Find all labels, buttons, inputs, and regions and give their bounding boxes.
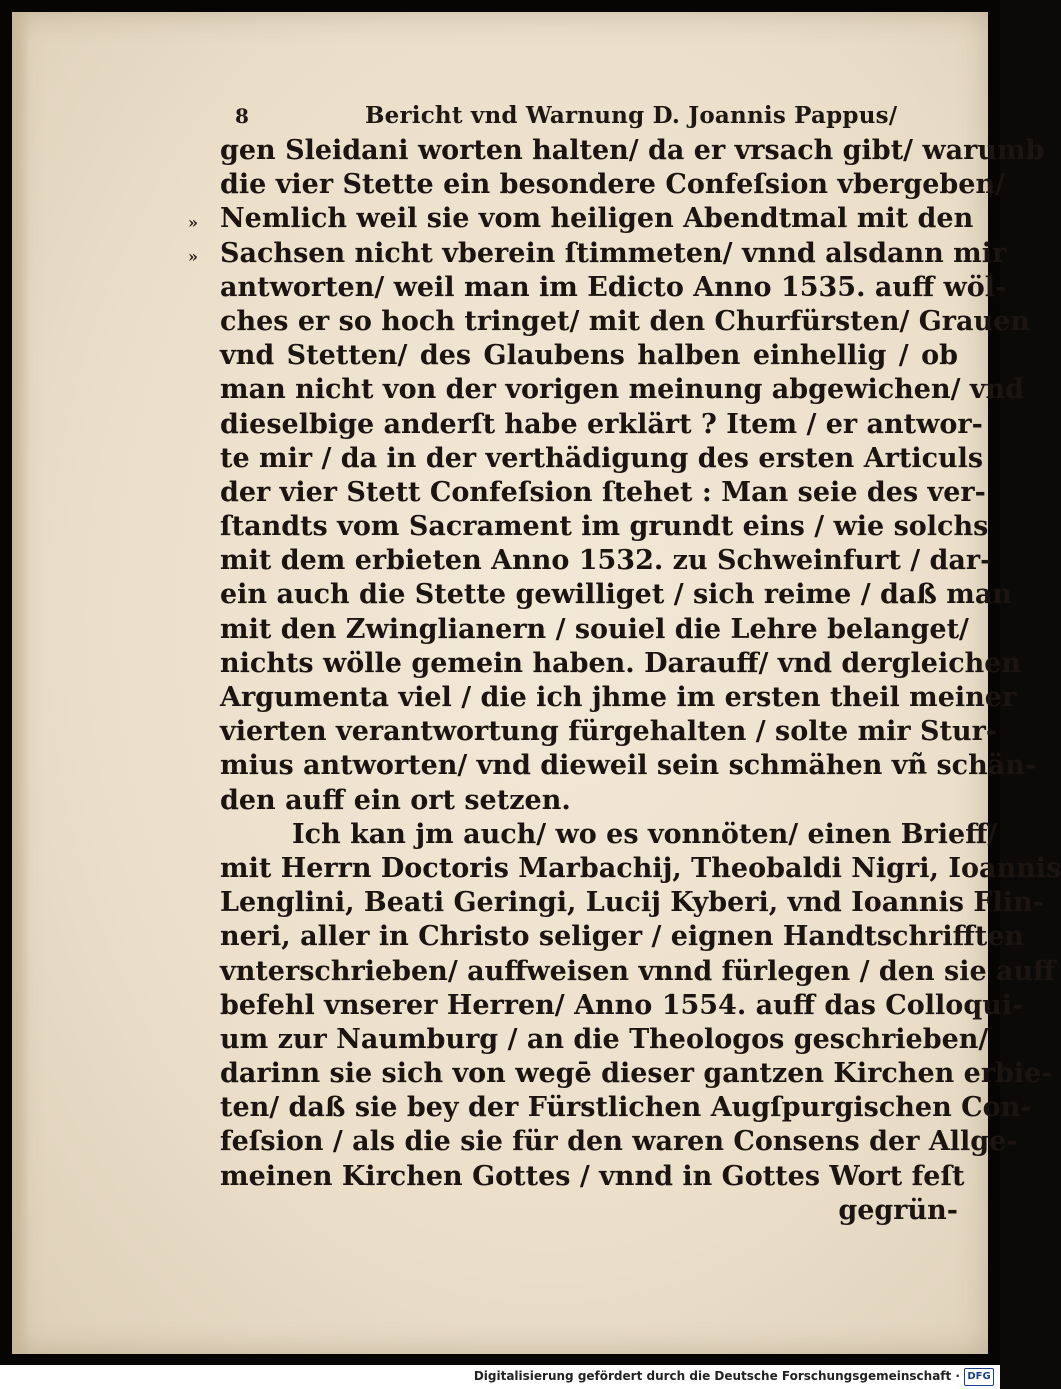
text-line: die vier Stette ein besondere Confeſsion vbergeben/ — [220, 169, 1005, 201]
text-line: vierten verantwortung fürgehalten / solte mir Stur- — [220, 716, 998, 748]
text-line: Lenglini, Beati Geringi, Lucij Kyberi, vnd Ioannis Flin- — [220, 887, 1044, 919]
folio-number: 8 — [235, 104, 249, 128]
text-line: um zur Naumburg / an die Theologos geschrieben/ — [220, 1023, 989, 1055]
text-line: Nemlich weil sie vom heiligen Abendtmal mit den — [220, 203, 974, 235]
text-line: mit den Zwinglianern / souiel die Lehre belanget/ — [220, 613, 969, 645]
text-line: te mir / da in der verthädigung des ersten Articuls — [220, 442, 984, 474]
text-block — [220, 134, 1061, 1228]
paragraph-first-line: Ich kan jm auch/ wo es vonnöten/ einen Brieff/ — [292, 818, 998, 850]
text-line: mit Herrn Doctoris Marbachij, Theobaldi Nigri, Ioannis — [220, 852, 1061, 884]
text-line: ten/ daß sie bey der Fürstlichen Augſpurgischen Con- — [220, 1092, 1032, 1124]
text-line: dieselbige anderſt habe erklärt ? Item / er antwor- — [220, 408, 983, 440]
text-line: Argumenta viel / die ich jhme im ersten theil meiner — [220, 682, 1017, 713]
text-line: ein auch die Stette gewilliget / sich reime / daß man — [220, 579, 1012, 611]
text-line: feſsion / als die sie für den waren Consens der Allge- — [220, 1126, 1018, 1158]
text-line: mius antworten/ vnd dieweil sein schmähen vñ schän- — [220, 750, 1037, 782]
text-line: befehl vnserer Herren/ Anno 1554. auff das Colloqui- — [220, 989, 1024, 1021]
text-line: meinen Kirchen Gottes / vnnd in Gottes Wort feſt — [220, 1160, 965, 1192]
text-line: ſtandts vom Sacrament im grundt eins / wie solchs — [220, 511, 989, 543]
text-line: ches er so hoch tringet/ mit den Churfürsten/ Grauen — [220, 305, 1030, 337]
text-line: vnterschrieben/ auffweisen vnnd fürlegen / den sie auff — [220, 955, 1056, 987]
text-line: den auff ein ort setzen. — [220, 784, 571, 816]
text-line: gen Sleidani worten halten/ da er vrsach gibt/ warumb — [220, 135, 1045, 166]
margin-quote-mark: » — [188, 247, 198, 266]
funding-credit: Digitalisierung gefördert durch die Deutsche Forschungsgemeinschaft · — [473, 1369, 960, 1383]
margin-quote-mark: » — [188, 213, 198, 232]
text-line: Sachsen nicht vberein ſtimmeten/ vnnd alsdann mir — [220, 237, 1007, 269]
page-gutter-shadow — [12, 12, 30, 1354]
dfg-logo: DFG — [964, 1368, 994, 1386]
text-line: antworten/ weil man im Edicto Anno 1535. auff wöl- — [220, 271, 1007, 303]
text-line: man nicht von der vorigen meinung abgewichen/ vnd — [220, 374, 1025, 406]
text-line: neri, aller in Christo seliger / eignen Handtschrifften — [220, 921, 1025, 953]
text-line: nichts wölle gemein haben. Darauff/ vnd dergleichen — [220, 647, 1022, 679]
running-title: Bericht vnd Warnung D. Joannis Pappus/ — [365, 102, 898, 129]
text-line: darinn sie sich von wegē dieser gantzen Kirchen erbie- — [220, 1058, 1053, 1090]
text-line: vnd Stetten/ des Glaubens halben einhellig / ob — [220, 340, 958, 372]
text-line: mit dem erbieten Anno 1532. zu Schweinfurt / dar- — [220, 545, 992, 577]
page-header — [225, 98, 955, 132]
digitization-footer — [0, 1365, 1000, 1389]
catchword: gegrün- — [838, 1194, 958, 1226]
text-line: der vier Stett Confeſsion ſtehet : Man seie des ver- — [220, 476, 986, 508]
